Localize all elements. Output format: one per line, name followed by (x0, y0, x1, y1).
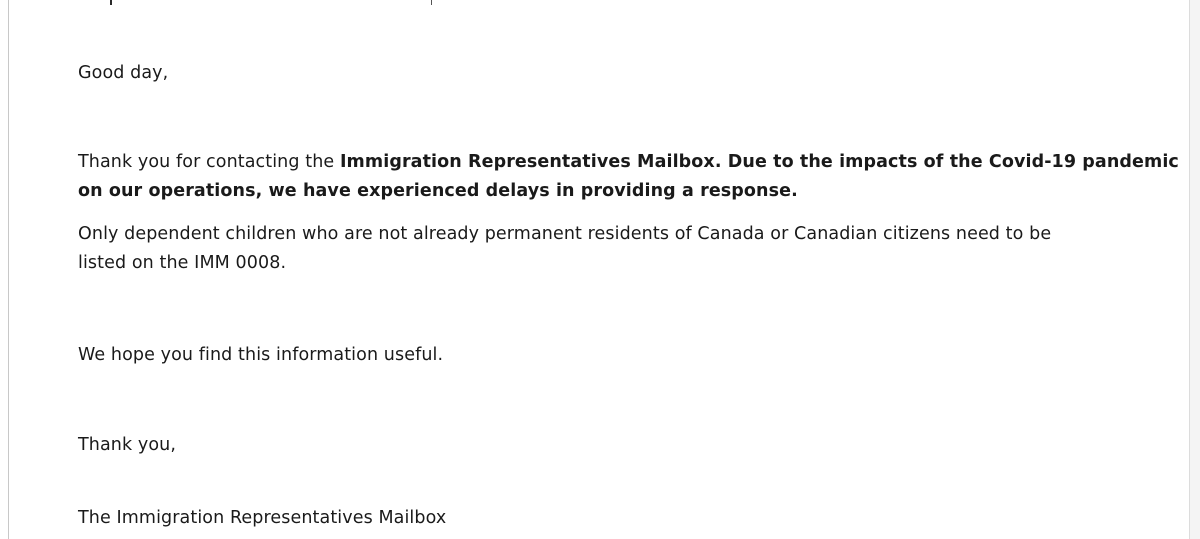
thanks-paragraph-line-1 (78, 148, 1179, 176)
mailbox-notice-bold: Immigration Representatives Mailbox. Due to the impacts of the Covid-19 pandemic (339, 152, 1179, 172)
dependents-paragraph-line-2: listed on the IMM 0008. (78, 253, 287, 273)
closing-line: Thank you, (78, 435, 177, 455)
signature-line: The Immigration Representatives Mailbox (78, 508, 447, 528)
dependents-paragraph-line-1: Only dependent children who are not already permanent residents of Canada or Canadian citizens need to be (78, 224, 1052, 244)
top-cropped-text-remnants (0, 0, 1200, 6)
cropped-glyph (110, 0, 112, 5)
vertical-scrollbar[interactable] (1189, 0, 1200, 539)
page-left-border (8, 0, 9, 539)
hope-line: We hope you find this information useful. (78, 345, 444, 365)
cropped-glyph (431, 0, 432, 5)
thanks-text: Thank you for contacting the (78, 152, 340, 172)
thanks-paragraph-line-2: on our operations, we have experienced delays in providing a response. (78, 181, 798, 201)
greeting-line: Good day, (78, 63, 169, 83)
